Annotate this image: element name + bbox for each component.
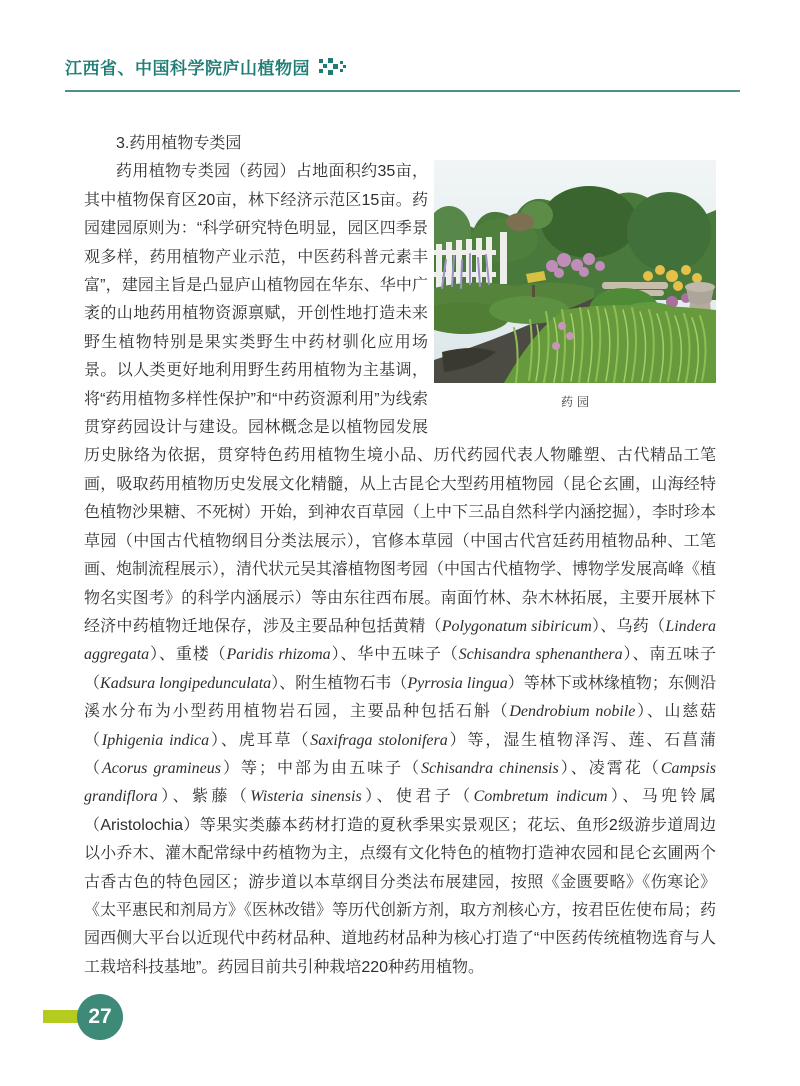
header-title: 江西省、中国科学院庐山植物园	[65, 59, 310, 78]
body-paragraph	[84, 158, 716, 982]
garden-photo	[434, 160, 716, 383]
page-header	[65, 54, 740, 92]
figure-caption: 药园	[560, 395, 593, 410]
body-text: 药用植物专类园（药园）占地面积约35亩，其中植物保育区20亩，林下经济示范区15亩。药园建园原则为：“科学研究特色明显，园区四季景观多样，药用植物产业示范，中医药科普元素丰富”，建园主旨是凸显庐山植物园在华东、华中广袤的山地药用植物资源禀赋，开创性地打造未来野生植物特别是果实类野生中药材驯化应用场景。以人类更好地利用野生药用植物为主基调，将“药用植物多样性保护”和“中药资源利用”为线索贯穿药园设计与建设。园林概念是以植物园发展历史脉络为依据，贯穿特色药用植物生境小品、历代药园代表人物雕塑、古代精品工笔画，吸取药用植物历史发展文化精髓，从上古昆仑大型药用植物园（昆仑玄圃，山海经特色植物沙果糖、不死树）开始，到神农百草园（上中下三品自然科学内涵挖掘），李时珍本草园（中国古代植物纲目分类法展示），官修本草园（中国古代宫廷药用植物品种、工笔画、炮制流程展示），清代状元吴其濬植物图考园（中国古代植物学、博物学发展高峰《植物名实图考》的科学内涵展示）等由东往西布展。南面竹林、杂木林拓展，主要开展林下经济中药植物迁地保存，涉及主要品种包括黄精（Polygonatum sibiricum）、乌药（Lindera aggregata）、重楼（Paridis rhizoma）、华中五味子（Schisandra sphenanthera）、南五味子（Kadsura longipedunculata）、附生植物石韦（Pyrrosia lingua）等林下或林缘植物；东侧沿溪水分布为小型药用植物岩石园，主要品种包括石斛（Dendrobium nobile）、山慈菇（Iphigenia indica）、虎耳草（Saxifraga stolonifera）等，湿生植物泽泻、莲、石菖蒲（Acorus gramineus）等；中部为由五味子（Schisandra chinensis）、凌霄花（Campsis grandiflora）、紫藤（Wisteria sinensis）、使君子（Combretum indicum）、马兜铃属（Aristolochia）等果实类藤本药材打造的夏秋季果实景观区；花坛、鱼形2级游步道周边以小乔木、灌木配常绿中药植物为主，点缀有文化特色的植物打造神农园和昆仑玄圃两个古香古色的特色园区；游步道以本草纲目分类法布展建园，按照《金匮要略》《伤寒论》《太平惠民和剂局方》《医林改错》等历代创新方剂，取方剂核心方，按君臣佐使布局；药园西侧大平台以近现代中药材品种、道地药材品种为核心打造了“中医药传统植物选育与人工栽培科技基地”。药园目前共引种栽培220种药用植物。	[84, 163, 717, 976]
figure-yaoyuan	[434, 160, 716, 416]
header-divider	[65, 90, 740, 92]
page-number-badge	[77, 994, 123, 1040]
document-body	[84, 130, 716, 982]
page-number: 27	[88, 1005, 112, 1028]
pixel-arrow-icon	[319, 58, 346, 76]
section-heading: 3.药用植物专类园	[116, 135, 242, 152]
